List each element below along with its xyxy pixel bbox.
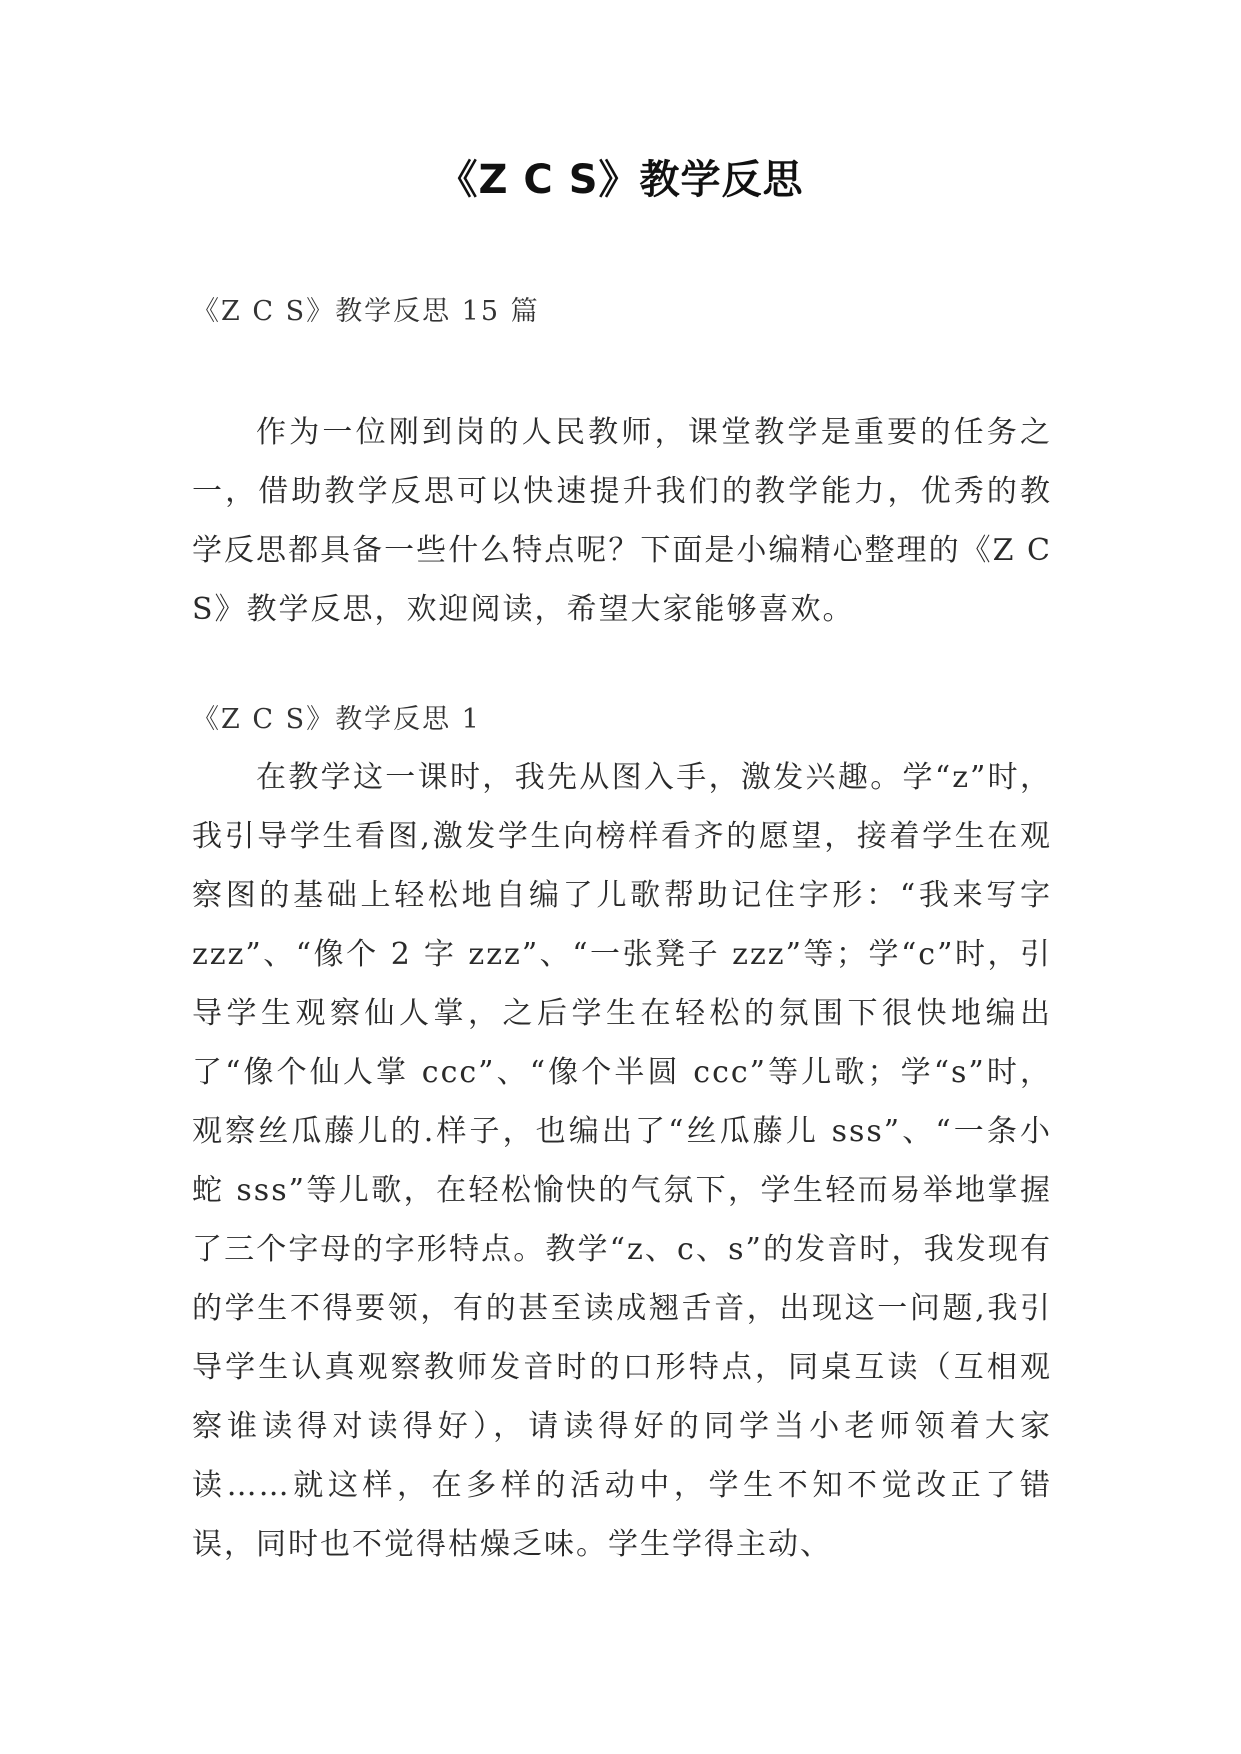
section-body-1-text: 在教学这一课时，我先从图入手，激发兴趣。学“z”时，我引导学生看图,激发学生向榜样看齐的愿望，接着学生在观察图的基础上轻松地自编了儿歌帮助记住字形：“我来写字 zzz”、“像个 2 字 zzz”、“一张凳子 zzz”等；学“c”时，引导学生观察仙人掌，之后学生在轻松的氛围下很快地编出了“像个仙人掌 ccc”、“像个半圆 ccc”等儿歌；学“s”时，观察丝瓜藤儿的.样子，也编出了“丝瓜藤儿 sss”、“一条小蛇 sss”等儿歌，在轻松愉快的气氛下，学生轻而易举地掌握了三个字母的字形特点。教学“z、c、s”的发音时，我发现有的学生不得要领，有的甚至读成翘舌音，出现这一问题,我引导学生认真观察教师发音时的口形特点，同桌互读（互相观察谁读得对读得好），请读得好的同学当小老师领着大家读……就这样，在多样的活动中，学生不知不觉改正了错误，同时也不觉得枯燥乏味。学生学得主动、: [192, 760, 1052, 1562]
intro-paragraph: [192, 403, 1052, 639]
section-body-1: [192, 748, 1052, 1574]
section-heading-1: 《Z C S》教学反思 1: [192, 704, 481, 735]
intro-text: 作为一位刚到岗的人民教师，课堂教学是重要的任务之一，借助教学反思可以快速提升我们的教学能力，优秀的教学反思都具备一些什么特点呢？下面是小编精心整理的《Z C S》教学反思，欢迎阅读，希望大家能够喜欢。: [192, 415, 1052, 627]
document-subtitle: 《Z C S》教学反思 15 篇: [192, 296, 540, 327]
document-title: 《Z C S》教学反思: [437, 157, 804, 203]
